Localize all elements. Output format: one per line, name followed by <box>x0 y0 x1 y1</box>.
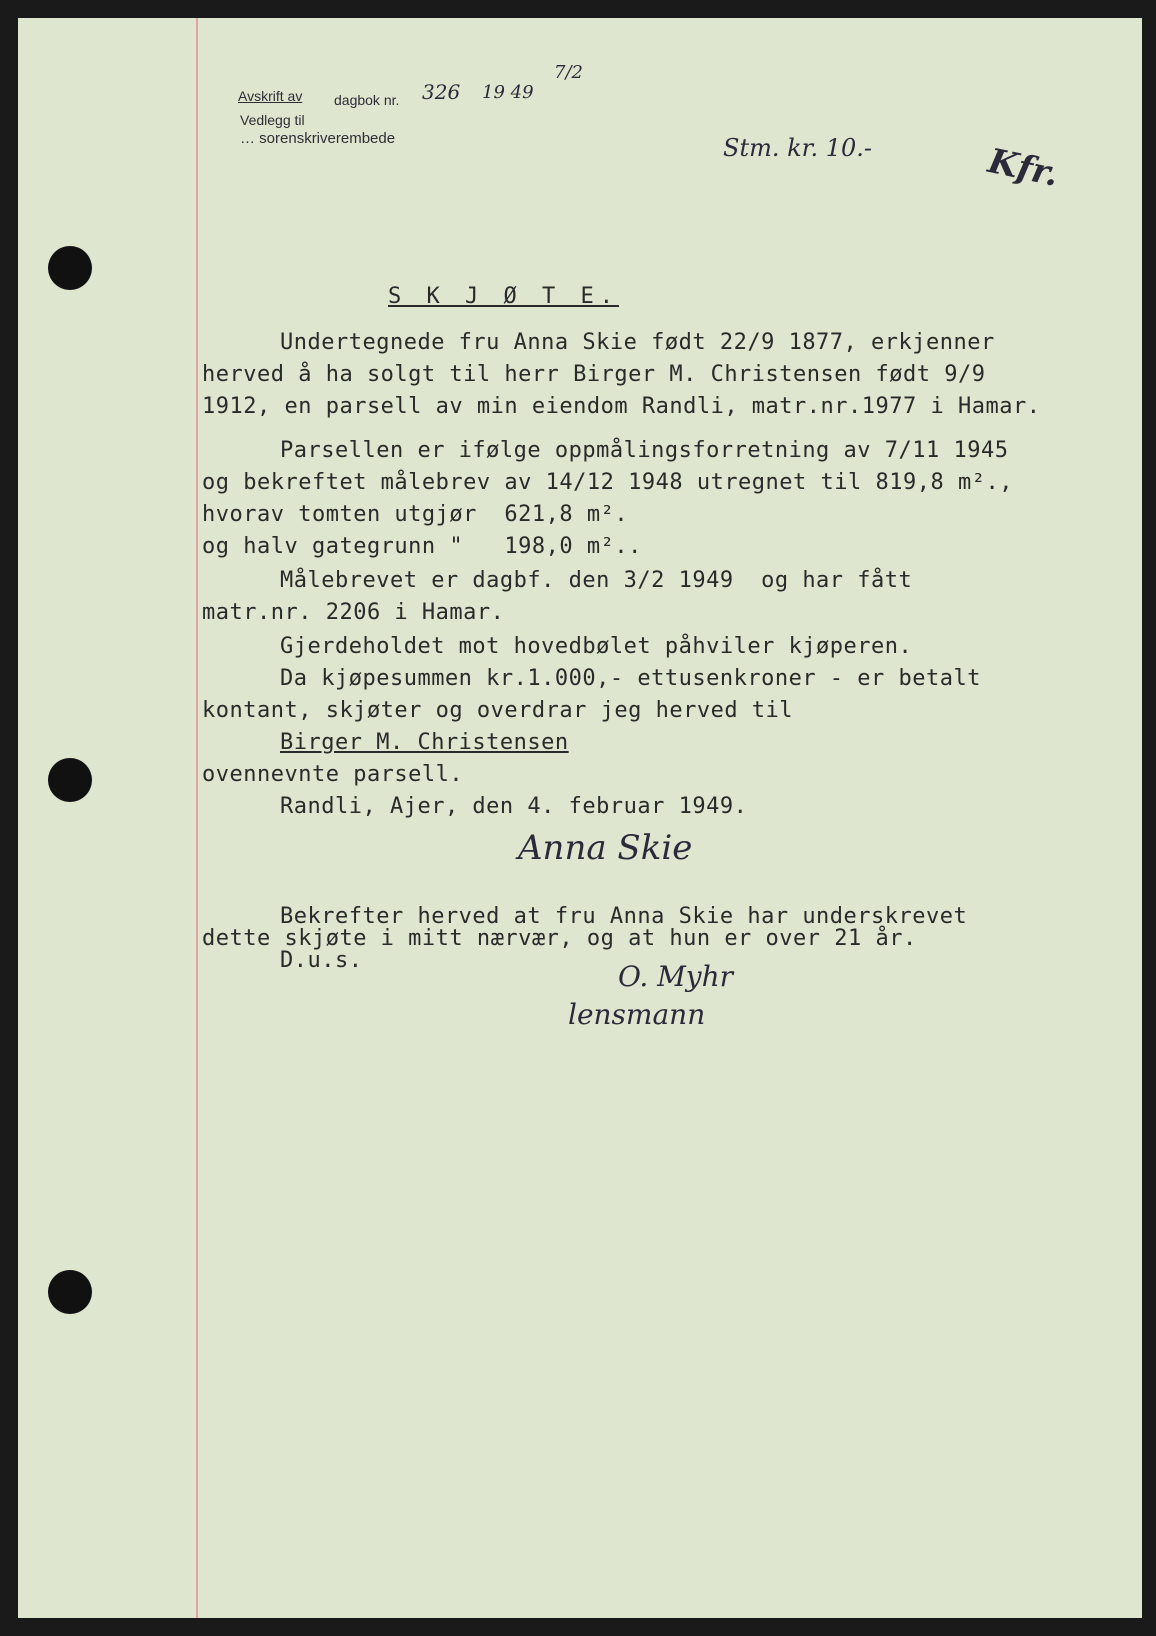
stamp-dagbok: dagbok nr. <box>334 92 400 108</box>
body-line: og bekreftet målebrev av 14/12 1948 utregnet til 819,8 m²., <box>202 470 1013 495</box>
attestation-line: dette skjøte i mitt nærvær, og at hun er over 21 år. <box>202 926 917 951</box>
buyer-name: Birger M. Christensen <box>280 730 569 755</box>
stamp-vedlegg: Vedlegg til <box>240 112 305 128</box>
body-line: matr.nr. 2206 i Hamar. <box>202 600 505 625</box>
body-line: 1912, en parsell av min eiendom Randli, matr.nr.1977 i Hamar. <box>202 394 1041 419</box>
fee-note: Stm. kr. 10.- <box>723 134 873 162</box>
body-line: hvorav tomten utgjør 621,8 m². <box>202 502 629 527</box>
attestation-line: D.u.s. <box>280 948 363 973</box>
attestation-line: Bekrefter herved at fru Anna Skie har underskrevet <box>280 904 968 929</box>
body-line: og halv gategrunn " 198,0 m².. <box>202 534 642 559</box>
document-title: S K J Ø T E. <box>388 284 619 309</box>
document-page <box>18 18 1142 1618</box>
body-line: Parsellen er ifølge oppmålingsforretning av 7/11 1945 <box>280 438 1009 463</box>
punch-hole <box>48 246 92 290</box>
dagbok-year: 19 49 <box>482 82 534 103</box>
body-line: Undertegnede fru Anna Skie født 22/9 1877, erkjenner <box>280 330 995 355</box>
body-line: Gjerdeholdet mot hovedbølet påhviler kjøperen. <box>280 634 913 659</box>
body-line: ovennevnte parsell. <box>202 762 464 787</box>
dagbok-number: 326 <box>422 80 461 104</box>
punch-hole <box>48 758 92 802</box>
witness-title: lensmann <box>568 998 706 1031</box>
body-line: Randli, Ajer, den 4. februar 1949. <box>280 794 748 819</box>
margin-line <box>196 18 198 1618</box>
body-line: kontant, skjøter og overdrar jeg herved til <box>202 698 794 723</box>
seller-signature: Anna Skie <box>518 828 693 868</box>
stamp-avskrift: Avskrift av <box>238 88 303 104</box>
body-line: Da kjøpesummen kr.1.000,- ettusenkroner - er betalt <box>280 666 982 691</box>
witness-signature: O. Myhr <box>618 960 734 993</box>
initials-mark: Kfr. <box>984 141 1063 195</box>
punch-hole <box>48 1270 92 1314</box>
date-fraction: 7/2 <box>554 62 583 83</box>
stamp-sorenskriverembede: … sorenskriverembede <box>240 130 396 147</box>
body-line: Målebrevet er dagbf. den 3/2 1949 og har fått <box>280 568 913 593</box>
body-line: herved å ha solgt til herr Birger M. Christensen født 9/9 <box>202 362 986 387</box>
